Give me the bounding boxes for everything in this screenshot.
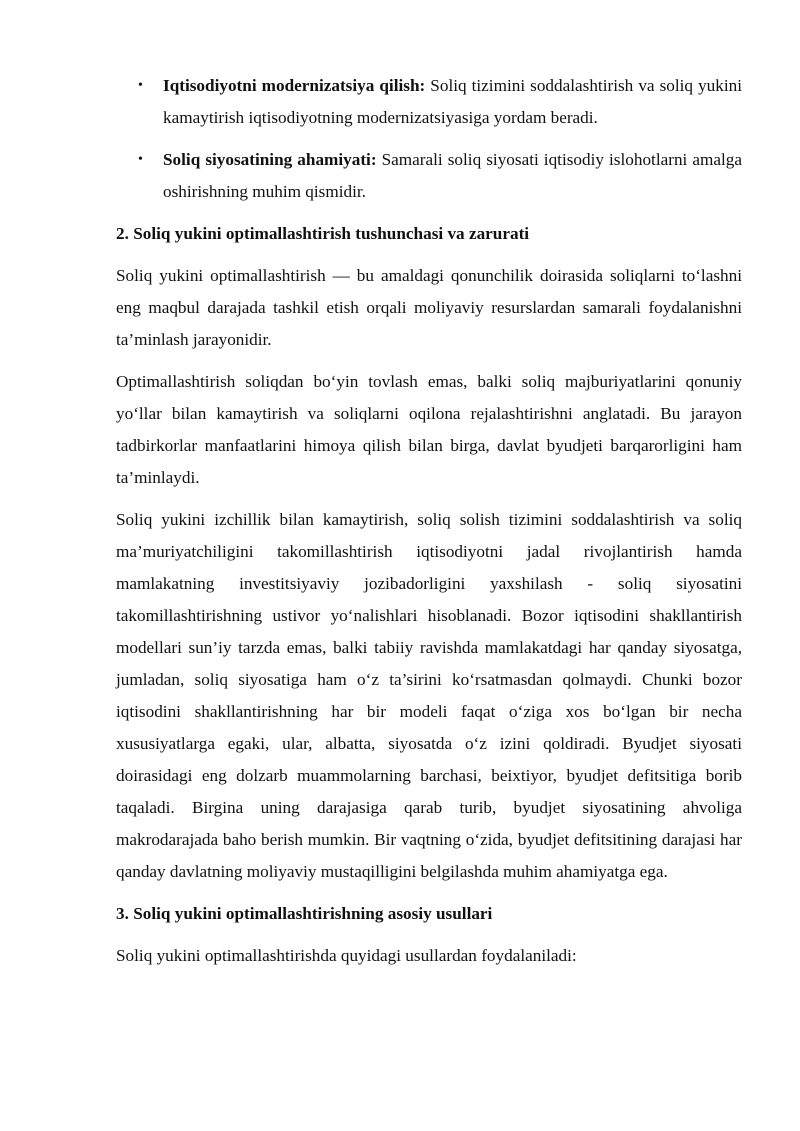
document-page bbox=[116, 70, 742, 982]
section-heading-2: 2. Soliq yukini optimallashtirish tushunchasi va zarurati bbox=[116, 224, 530, 243]
list-item bbox=[116, 144, 742, 208]
bullet-list bbox=[116, 70, 742, 208]
bullet-text: Samarali soliq siyosati iqtisodiy islohotlarni amalga oshirishning muhim qismidir. bbox=[163, 150, 742, 201]
bullet-dot-icon: • bbox=[138, 78, 143, 93]
paragraph: Soliq yukini optimallashtirishda quyidagi usullardan foydalaniladi: bbox=[116, 946, 577, 965]
bullet-text: Soliq tizimini soddalashtirish va soliq yukini kamaytirish iqtisodiyotning modernizatsiyasiga yordam beradi. bbox=[163, 76, 742, 127]
section-heading-3: 3. Soliq yukini optimallashtirishning asosiy usullari bbox=[116, 904, 493, 923]
paragraph: Soliq yukini izchillik bilan kamaytirish, soliq solish tizimini soddalashtirish va soliq ma’muriyatchiligini takomillashtirish iqtisodiyotni jadal rivojlantirish hamda mamlakatning investitsiyaviy jozibadorligini yaxshilash - soliq siyosatini takomillashtirishning ustivor yo‘nalishlari hisoblanadi. Bozor iqtisodini shakllantirish modellari sun’iy tarzda emas, balki tabiiy ravishda mamlakatdagi har qanday siyosatga, jumladan, soliq siyosatiga ham o‘z ta’sirini ko‘rsatmasdan qolmaydi. Chunki bozor iqtisodini shakllantirishning har bir modeli faqat o‘ziga xos bo‘lgan bir necha xususiyatlarga egaki, ular, albatta, siyosatda o‘z izini qoldiradi. Byudjet siyosati doirasidagi eng dolzarb muammolarning barchasi, beixtiyor, byudjet defitsitiga borib taqaladi. Birgina uning darajasiga qarab turib, byudjet siyosatining ahvoliga makrodarajada baho berish mumkin. Bir vaqtning o‘zida, byudjet defitsitining darajasi har qanday davlatning moliyaviy mustaqilligini belgilashda muhim ahamiyatga ega. bbox=[116, 510, 742, 881]
bullet-term: Iqtisodiyotni modernizatsiya qilish: bbox=[163, 76, 426, 95]
paragraph: Optimallashtirish soliqdan bo‘yin tovlash emas, balki soliq majburiyatlarini qonuniy yo‘llar bilan kamaytirish va soliqlarni oqilona rejalashtirishni anglatadi. Bu jarayon tadbirkorlar manfaatlarini himoya qilish bilan birga, davlat byudjeti barqarorligini ham ta’minlaydi. bbox=[116, 372, 742, 487]
bullet-term: Soliq siyosatining ahamiyati: bbox=[163, 150, 377, 169]
paragraph: Soliq yukini optimallashtirish — bu amaldagi qonunchilik doirasida soliqlarni to‘lashni eng maqbul darajada tashkil etish orqali moliyaviy resurslardan samarali foydalanishni ta’minlash jarayonidir. bbox=[116, 266, 742, 349]
bullet-dot-icon: • bbox=[138, 152, 143, 167]
list-item bbox=[116, 70, 742, 134]
